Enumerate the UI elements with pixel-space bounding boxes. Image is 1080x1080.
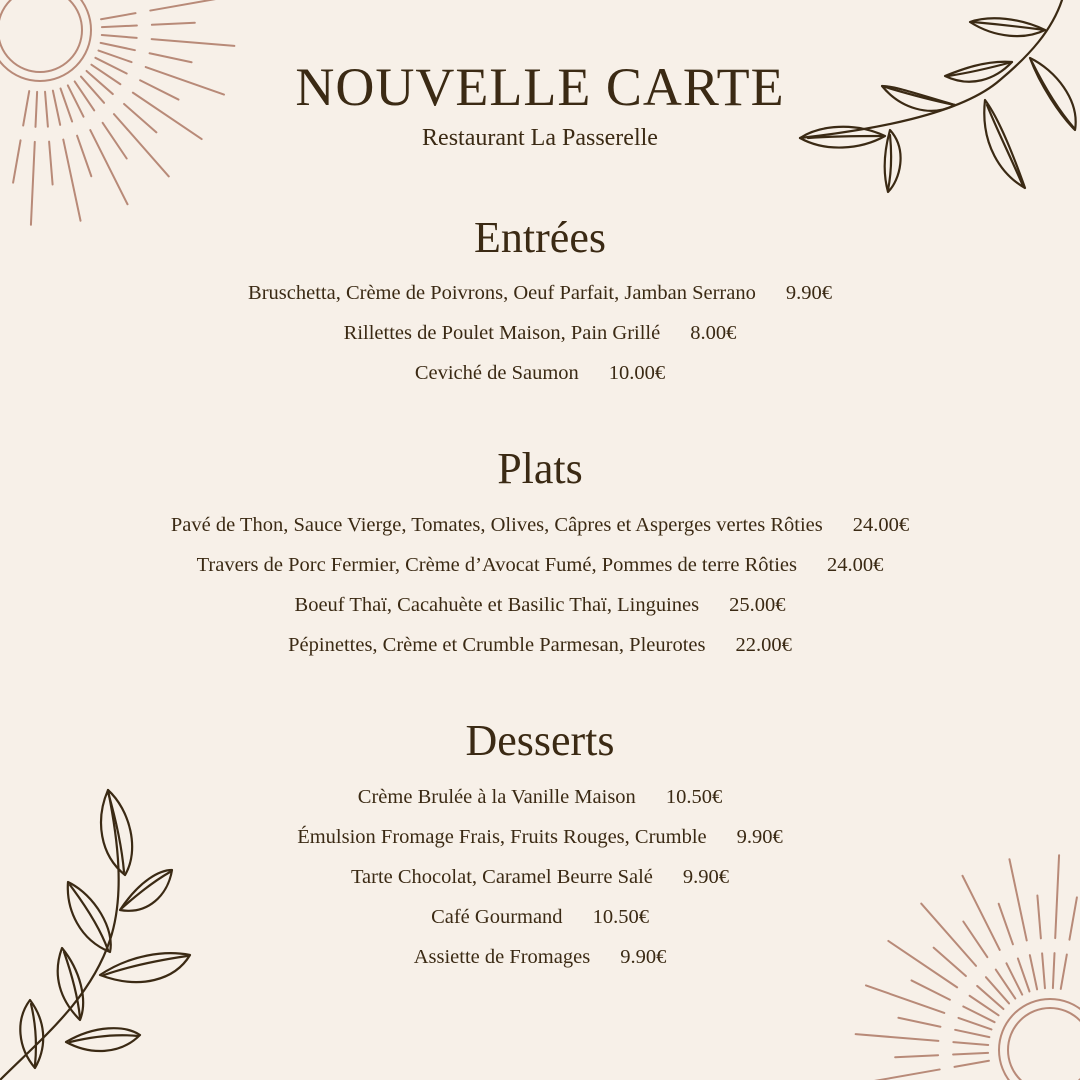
item-name: Émulsion Fromage Frais, Fruits Rouges, Crumble <box>297 826 707 848</box>
item-name: Café Gourmand <box>431 906 563 928</box>
menu-item <box>0 360 1080 386</box>
menu-item <box>0 552 1080 578</box>
item-name: Pavé de Thon, Sauce Vierge, Tomates, Olives, Câpres et Asperges vertes Rôties <box>170 514 823 536</box>
menu-item <box>0 784 1080 810</box>
item-price: 9.90€ <box>682 866 730 888</box>
item-price: 24.00€ <box>827 554 884 576</box>
item-price: 8.00€ <box>690 322 737 344</box>
item-price: 22.00€ <box>735 634 792 656</box>
item-name: Tarte Chocolat, Caramel Beurre Salé <box>350 866 653 888</box>
item-price: 10.00€ <box>608 362 666 384</box>
item-name: Rillettes de Poulet Maison, Pain Grillé <box>343 322 661 344</box>
item-price: 25.00€ <box>729 594 786 616</box>
menu-item <box>0 864 1080 890</box>
menu-title: NOUVELLE CARTE <box>295 57 785 117</box>
menu-item <box>0 280 1080 306</box>
menu-item <box>0 512 1080 538</box>
item-name: Travers de Porc Fermier, Crème d’Avocat Fumé, Pommes de terre Rôties <box>196 554 797 576</box>
item-price: 10.50€ <box>665 786 723 808</box>
item-price: 24.00€ <box>852 514 910 536</box>
item-name: Bruschetta, Crème de Poivrons, Oeuf Parfait, Jamban Serrano <box>248 282 756 304</box>
section-title-entrees: Entrées <box>474 213 606 262</box>
item-name: Crème Brulée à la Vanille Maison <box>357 786 636 808</box>
section-title-desserts: Desserts <box>465 716 615 765</box>
section-title-plats: Plats <box>497 444 583 493</box>
item-price: 9.90€ <box>736 826 783 848</box>
menu-item <box>0 824 1080 850</box>
item-price: 10.50€ <box>592 906 649 928</box>
menu-item <box>0 592 1080 618</box>
restaurant-name: Restaurant La Passerelle <box>422 125 658 151</box>
menu-item <box>0 632 1080 658</box>
menu-item <box>0 320 1080 346</box>
item-name: Pépinettes, Crème et Crumble Parmesan, Pleurotes <box>288 634 706 656</box>
menu-item <box>0 944 1080 970</box>
item-name: Boeuf Thaï, Cacahuète et Basilic Thaï, Linguines <box>294 594 700 616</box>
item-name: Assiette de Fromages <box>413 946 591 968</box>
item-price: 9.90€ <box>620 946 667 968</box>
item-name: Ceviché de Saumon <box>414 362 579 384</box>
item-price: 9.90€ <box>785 282 832 304</box>
menu-item <box>0 904 1080 930</box>
